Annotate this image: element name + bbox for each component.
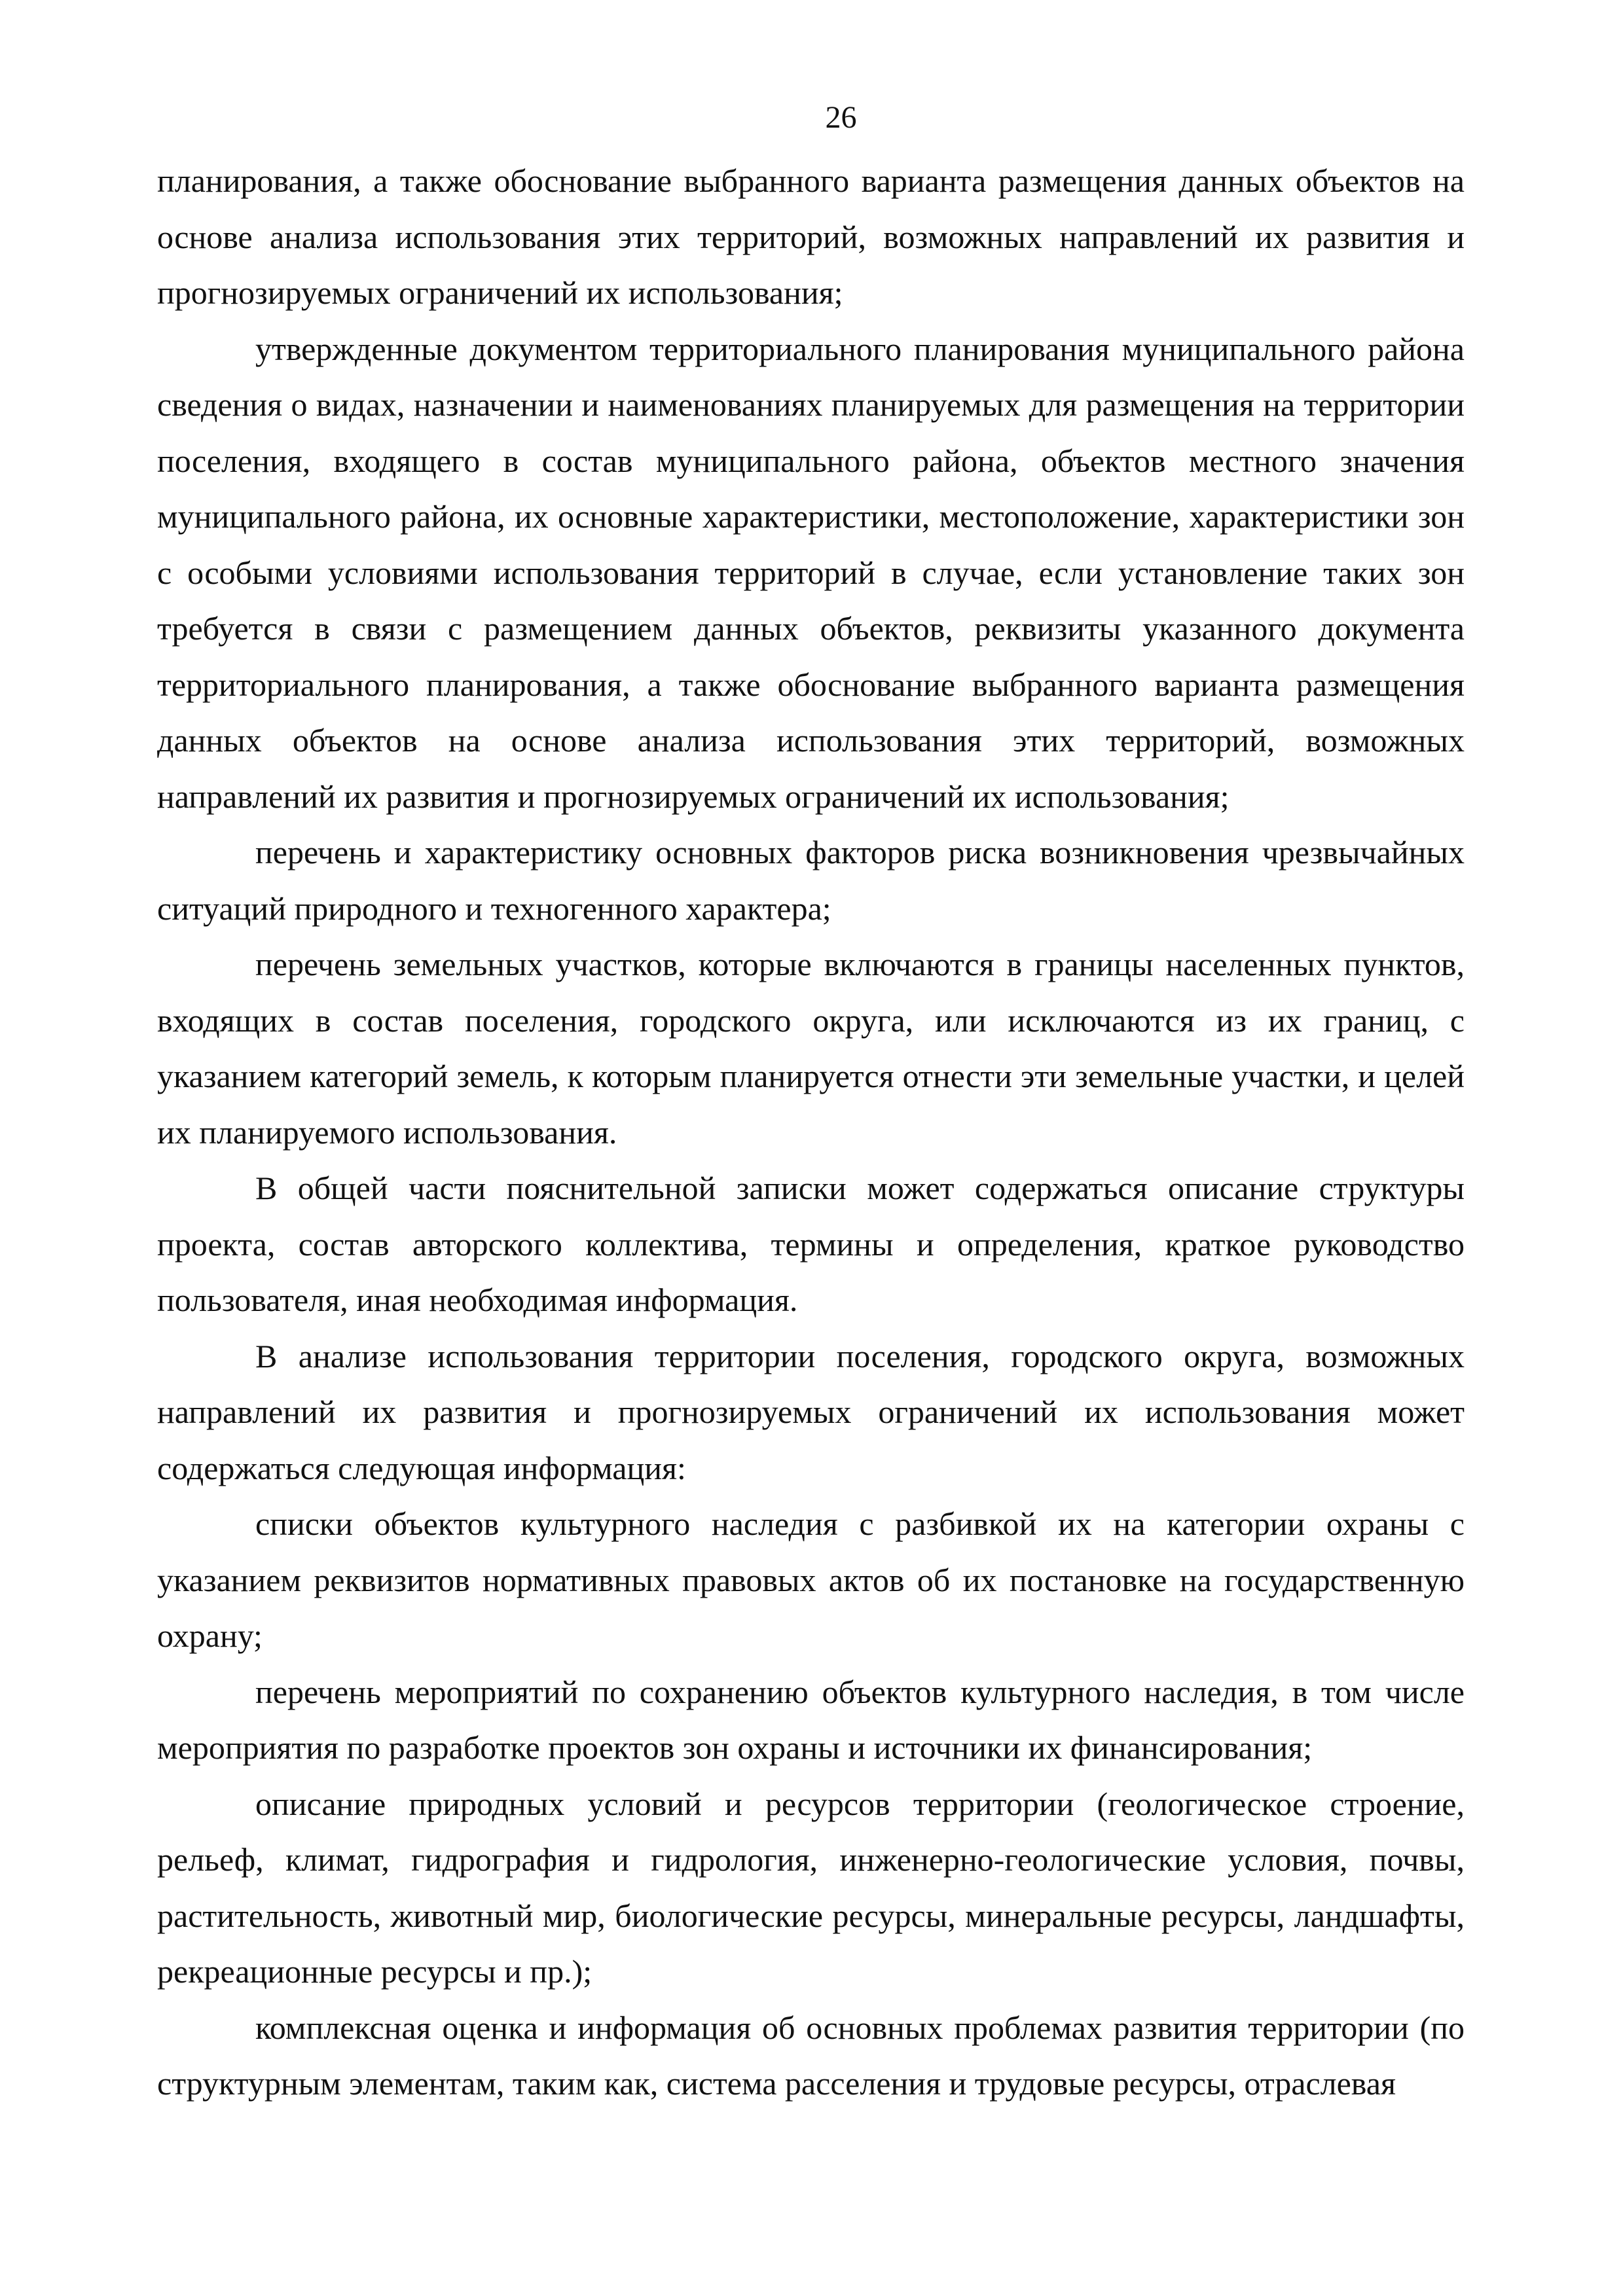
paragraph: В анализе использования территории поселения, городского округа, возможных направлений их развития и прогнозируемых ограничений их использования может содержаться следующая информация: <box>157 1337 1465 1486</box>
paragraph: комплексная оценка и информация об основных проблемах развития территории (по структурным элементам, таким как, система расселения и трудовые ресурсы, отраслевая <box>157 2009 1465 2102</box>
page-number: 26 <box>825 100 857 135</box>
paragraph: перечень и характеристику основных факторов риска возникновения чрезвычайных ситуаций природного и техногенного характера; <box>157 834 1465 927</box>
paragraph: описание природных условий и ресурсов территории (геологическое строение, рельеф, климат, гидрография и гидрология, инженерно-геологические условия, почвы, растительность, животный мир, биологические ресурсы, минеральные ресурсы, ландшафты, рекреационные ресурсы и пр.); <box>157 1785 1465 1990</box>
paragraph: В общей части пояснительной записки может содержаться описание структуры проекта, состав авторского коллектива, термины и определения, краткое руководство пользователя, иная необходимая информация. <box>157 1170 1465 1318</box>
document-body <box>157 153 1465 2112</box>
paragraph: утвержденные документом территориального планирования муниципального района сведения о видах, назначении и наименованиях планируемых для размещения на территории поселения, входящего в состав муниципального района, объектов местного значения муниципального района, их основные характеристики, местоположение, характеристики зон с особыми условиями использования территорий в случае, если установление таких зон требуется в связи с размещением данных объектов, реквизиты указанного документа территориального планирования, а также обоснование выбранного варианта размещения данных объектов на основе анализа использования этих территорий, возможных направлений их развития и прогнозируемых ограничений их использования; <box>157 330 1465 815</box>
paragraph: списки объектов культурного наследия с разбивкой их на категории охраны с указанием реквизитов нормативных правовых актов об их постановке на государственную охрану; <box>157 1505 1465 1654</box>
paragraph: перечень мероприятий по сохранению объектов культурного наследия, в том числе мероприятия по разработке проектов зон охраны и источники их финансирования; <box>157 1673 1465 1766</box>
paragraph-continuation: планирования, а также обоснование выбранного варианта размещения данных объектов на основе анализа использования этих территорий, возможных направлений их развития и прогнозируемых ограничений их использования; <box>157 162 1465 311</box>
paragraph: перечень земельных участков, которые включаются в границы населенных пунктов, входящих в состав поселения, городского округа, или исключаются из их границ, с указанием категорий земель, к которым планируется отнести эти земельные участки, и целей их планируемого использования. <box>157 946 1465 1151</box>
